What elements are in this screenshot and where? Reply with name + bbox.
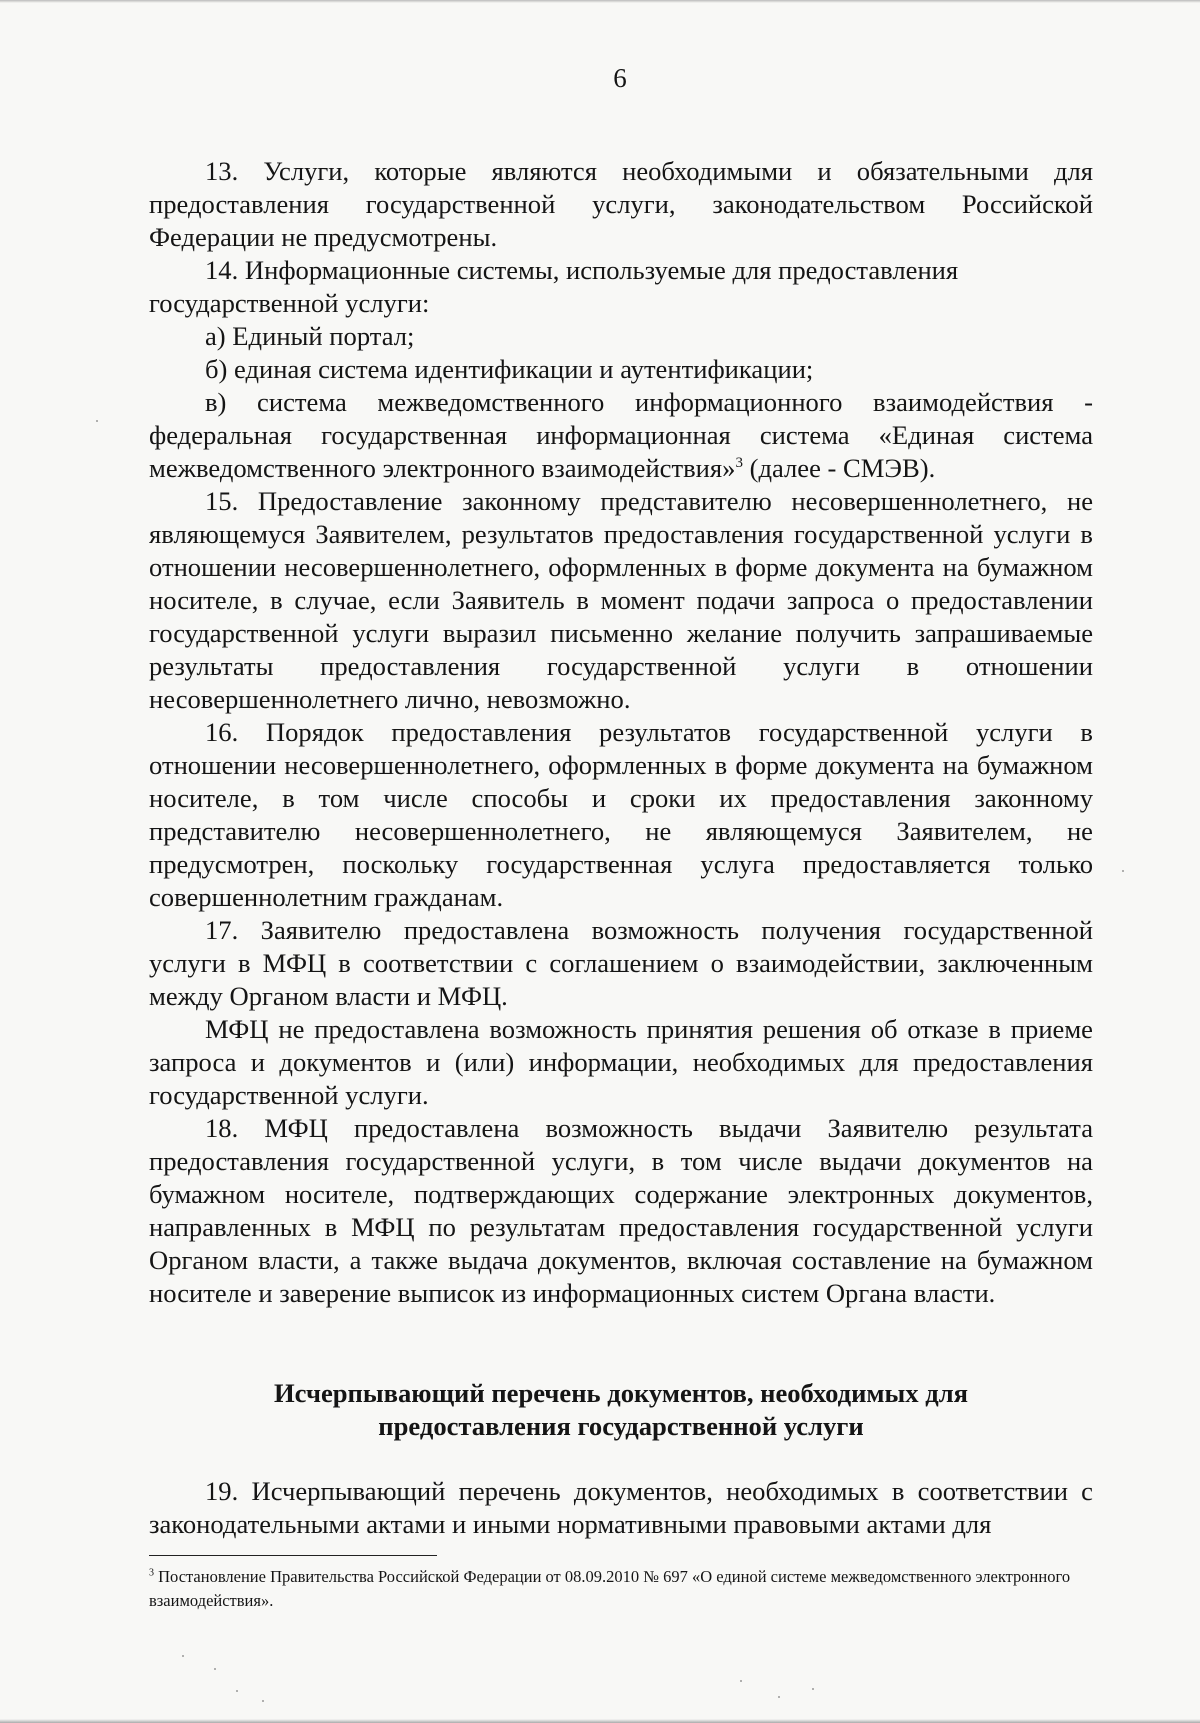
scan-speck <box>740 1680 742 1682</box>
section-heading-line-1: Исчерпывающий перечень документов, необходимых для <box>273 1378 969 1408</box>
paragraph-19: 19. Исчерпывающий перечень документов, необходимых в соответствии с законодательными актами и иными нормативными правовыми актами для <box>149 1476 1093 1539</box>
scan-speck <box>778 1696 780 1698</box>
scan-speck <box>812 1688 814 1690</box>
section-heading <box>149 1377 1093 1443</box>
footnote <box>149 1565 1093 1613</box>
list-item-v <box>149 386 1093 485</box>
page-number: 6 <box>613 63 627 93</box>
scan-speck <box>262 1700 264 1702</box>
footnote-separator <box>149 1555 437 1556</box>
paragraph-15: 15. Предоставление законному представителю несовершеннолетнего, не являющемуся Заявителем, результатов предоставления государственной услуги в отношении несовершеннолетнего, оформленных в форме документа на бумажном носителе, в случае, если Заявитель в момент подачи запроса о предоставлении государственной услуги выразил письменно желание получить запрашиваемые результаты предоставления государственной услуги в отношении несовершеннолетнего лично, невозможно. <box>149 486 1093 714</box>
footnote-number: 3 <box>149 1567 154 1579</box>
main-text <box>149 155 1093 1310</box>
paragraph-14: 14. Информационные системы, используемые для предоставления государственной услуги: <box>149 255 959 318</box>
scan-speck <box>96 420 98 422</box>
scan-bottom-edge <box>0 1719 1200 1723</box>
section-heading-line-2: предоставления государственной услуги <box>378 1411 864 1441</box>
list-item-v-text: в) система межведомственного информационного взаимодействия - федеральная государственная информационная система «Единая система межведомственного электронного взаимодействия» <box>149 387 1093 483</box>
footnote-text: Постановление Правительства Российской Федерации от 08.09.2010 № 697 «О единой системе межведомственного электронного взаимодействия». <box>149 1567 1071 1610</box>
scan-speck <box>182 1655 184 1657</box>
paragraph-17: 17. Заявителю предоставлена возможность получения государственной услуги в МФЦ в соответствии с соглашением о взаимодействии, заключенным между Органом власти и МФЦ. <box>149 915 1093 1011</box>
scan-speck <box>1122 870 1124 872</box>
scan-speck <box>214 1668 216 1670</box>
scan-speck <box>236 1690 238 1692</box>
main-text-continued <box>149 1475 1093 1541</box>
paragraph-13: 13. Услуги, которые являются необходимыми и обязательными для предоставления государственной услуги, законодательством Российской Федерации не предусмотрены. <box>149 156 1093 252</box>
paragraph-mfc: МФЦ не предоставлена возможность принятия решения об отказе в приеме запроса и документов и (или) информации, необходимых для предоставления государственной услуги. <box>149 1014 1093 1110</box>
paragraph-16: 16. Порядок предоставления результатов государственной услуги в отношении несовершеннолетнего, оформленных в форме документа на бумажном носителе, в том числе способы и сроки их предоставления законному представителю несовершеннолетнего, не являющемуся Заявителем, не предусмотрен, поскольку государственная услуга предоставляется только совершеннолетним гражданам. <box>149 717 1093 912</box>
list-item-v-tail: (далее - СМЭВ). <box>749 453 936 483</box>
footnote-reference: 3 <box>735 455 743 472</box>
paragraph-18: 18. МФЦ предоставлена возможность выдачи Заявителю результата предоставления государственной услуги, в том числе выдачи документов на бумажном носителе, подтверждающих содержание электронных документов, направленных в МФЦ по результатам предоставления государственной услуги Органом власти, а также выдача документов, включая составление на бумажном носителе и заверение выписок из информационных систем Органа власти. <box>149 1113 1093 1308</box>
list-item-a: а) Единый портал; <box>205 321 415 351</box>
scan-top-edge <box>0 0 1200 3</box>
list-item-b: б) единая система идентификации и аутентификации; <box>205 354 814 384</box>
